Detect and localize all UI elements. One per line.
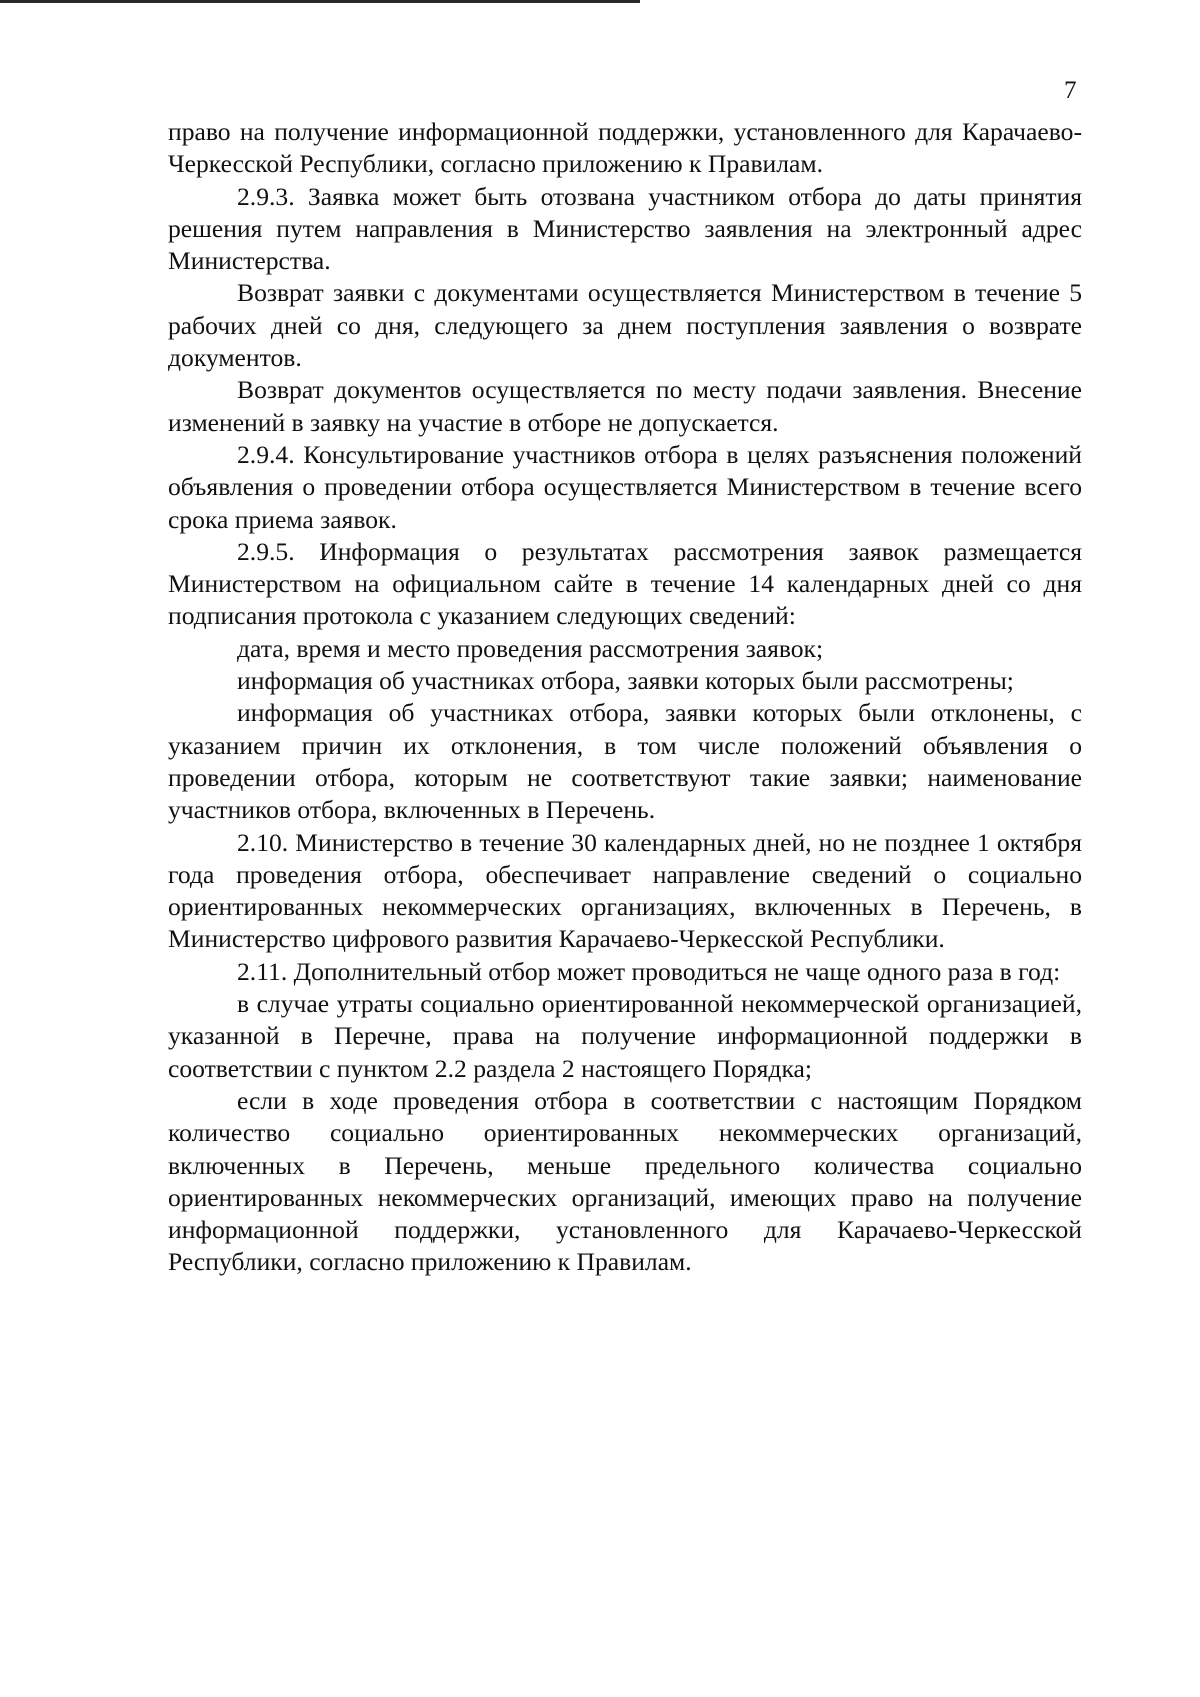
paragraph-2-10: 2.10. Министерство в течение 30 календарных дней, но не позднее 1 октября года проведения отбора, обеспечивает направление сведений о социально ориентированных некоммерческих организациях, включенных в Перечень, в Министерство цифрового развития Карачаево-Черкесской Республики. (168, 827, 1082, 954)
list-item-insufficient-count: если в ходе проведения отбора в соответствии с настоящим Порядком количество социально ориентированных некоммерческих организаций, включенных в Перечень, меньше предельного количества социально ориентированных некоммерческих организаций, имеющих право на получение информационной поддержки, установленного для Карачаево-Черкесской Республики, согласно приложению к Правилам. (168, 1085, 1082, 1277)
paragraph-continuation: право на получение информационной поддержки, установленного для Карачаево-Черкесской Республики, согласно приложению к Правилам. (168, 117, 1082, 179)
paragraph-2-9-5: 2.9.5. Информация о результатах рассмотрения заявок размещается Министерством на официальном сайте в течение 14 календарных дней со дня подписания протокола с указанием следующих сведений: (168, 536, 1082, 631)
list-item-loss-of-right: в случае утраты социально ориентированной некоммерческой организацией, указанной в Перечне, права на получение информационной поддержки в соответствии с пунктом 2.2 раздела 2 настоящего Порядка; (168, 989, 1082, 1083)
list-item-rejected-participants: информация об участниках отбора, заявки которых были отклонены, с указанием причин их отклонения, в том числе положений объявления о проведении отбора, которым не соответствуют такие заявки; наименование участников отбора, включенных в Перечень. (168, 698, 1082, 825)
paragraph-return-of-documents: Возврат документов осуществляется по месту подачи заявления. Внесение изменений в заявку на участие в отборе не допускается. (168, 375, 1082, 437)
document-body (168, 116, 1082, 1279)
paragraph-return-of-application: Возврат заявки с документами осуществляется Министерством в течение 5 рабочих дней со дня, следующего за днем поступления заявления о возврате документов. (168, 278, 1082, 373)
scan-edge-line (0, 0, 640, 3)
list-item-considered-participants: информация об участниках отбора, заявки которых были рассмотрены; (237, 666, 1014, 696)
paragraph-2-11: 2.11. Дополнительный отбор может проводиться не чаще одного раза в год: (237, 956, 1061, 986)
page-number: 7 (1064, 77, 1077, 104)
paragraph-2-9-4: 2.9.4. Консультирование участников отбора в целях разъяснения положений объявления о проведении отбора осуществляется Министерством в течение всего срока приема заявок. (168, 439, 1082, 534)
paragraph-2-9-3: 2.9.3. Заявка может быть отозвана участником отбора до даты принятия решения путем направления в Министерство заявления на электронный адрес Министерства. (168, 181, 1082, 276)
list-item-date-time-place: дата, время и место проведения рассмотрения заявок; (237, 633, 824, 663)
